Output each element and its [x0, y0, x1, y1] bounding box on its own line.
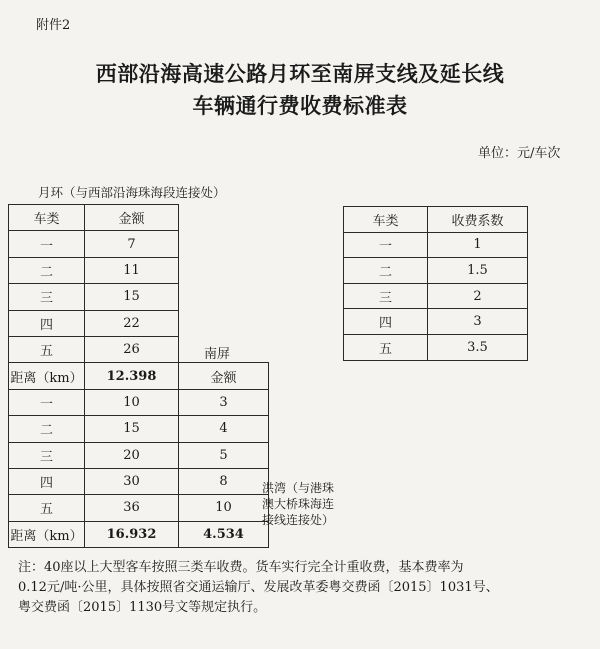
section-label-yuehuan: 月环（与西部沿海珠海段连接处） [38, 185, 226, 200]
hongwan-line: 洪湾（与港珠 [262, 481, 335, 495]
page-title-line-1: 西部沿海高速公路月环至南屏支线及延长线 [95, 62, 505, 86]
vehicle-type-cell: 四 [9, 468, 85, 494]
table-row [9, 495, 269, 521]
table-row [9, 416, 269, 442]
vehicle-type-cell: 三 [9, 442, 85, 468]
coefficient-cell: 3.5 [428, 334, 528, 360]
vehicle-type-cell: 一 [9, 231, 85, 257]
table-header-row [9, 205, 269, 231]
table-row [9, 389, 269, 415]
vehicle-type-cell: 五 [344, 334, 428, 360]
distance-total-value: 4.534 [179, 521, 269, 547]
table-header-row [344, 207, 528, 233]
header-vehicle-type: 车类 [9, 205, 85, 231]
toll-coefficient-table [343, 206, 528, 361]
coefficient-cell: 1 [428, 232, 528, 258]
vehicle-type-cell: 三 [344, 283, 428, 309]
footnote-line: 粤交费函〔2015〕1130号文等规定执行。 [18, 600, 267, 615]
vehicle-type-cell: 一 [9, 389, 85, 415]
distance-value: 12.398 [85, 363, 179, 389]
amount-cell: 26 [85, 336, 179, 362]
coefficient-cell: 3 [428, 309, 528, 335]
vehicle-type-cell: 一 [344, 232, 428, 258]
vehicle-type-cell: 五 [9, 336, 85, 362]
amount-cell: 15 [85, 416, 179, 442]
table-row [9, 284, 269, 310]
header-coefficient: 收费系数 [428, 207, 528, 233]
distance-label: 距离（km） [9, 521, 85, 547]
table-row [344, 232, 528, 258]
vehicle-type-cell: 三 [9, 284, 85, 310]
amount-cell: 15 [85, 284, 179, 310]
section-label-nanping: 南屏 [204, 347, 231, 362]
vehicle-type-cell: 四 [344, 309, 428, 335]
page-title-line-2: 车辆通行费收费标准表 [192, 94, 408, 118]
amount-cell: 7 [85, 231, 179, 257]
nanping-header-amount: 金额 [179, 363, 269, 389]
amount-cell: 5 [179, 442, 269, 468]
unit-label: 单位：元/车次 [478, 146, 561, 161]
amount-cell: 3 [179, 389, 269, 415]
vehicle-type-cell: 四 [9, 310, 85, 336]
footnote-line: 0.12元/吨·公里，具体按照省交通运输厅、发展改革委粤交费函〔2015〕1031号、 [18, 580, 499, 595]
vehicle-type-cell: 五 [9, 495, 85, 521]
amount-cell: 8 [179, 468, 269, 494]
toll-amount-table [8, 204, 269, 548]
distance-row [9, 363, 269, 389]
section-label-hongwan [262, 480, 334, 528]
vehicle-type-cell: 二 [344, 258, 428, 284]
amount-cell: 10 [85, 389, 179, 415]
table-row [9, 468, 269, 494]
table-row [9, 442, 269, 468]
amount-cell: 30 [85, 468, 179, 494]
footnote [18, 558, 588, 618]
hongwan-line: 接线连接处） [262, 513, 335, 527]
footnote-line: 注：40座以上大型客车按照三类车收费。货车实行完全计重收费，基本费率为 [18, 560, 464, 575]
coefficient-cell: 1.5 [428, 258, 528, 284]
amount-cell: 20 [85, 442, 179, 468]
table-row [9, 257, 269, 283]
table-row [344, 258, 528, 284]
hongwan-line: 澳大桥珠海连 [262, 497, 335, 511]
header-amount: 金额 [85, 205, 179, 231]
table-row [9, 231, 269, 257]
table-row [344, 283, 528, 309]
amount-cell: 11 [85, 257, 179, 283]
distance-label: 距离（km） [9, 363, 85, 389]
vehicle-type-cell: 二 [9, 257, 85, 283]
table-row [344, 309, 528, 335]
table-row [344, 334, 528, 360]
amount-cell: 4 [179, 416, 269, 442]
header-vehicle-type: 车类 [344, 207, 428, 233]
distance-row [9, 521, 269, 547]
coefficient-cell: 2 [428, 283, 528, 309]
amount-cell: 10 [179, 495, 269, 521]
table-row [9, 310, 269, 336]
vehicle-type-cell: 二 [9, 416, 85, 442]
amount-cell: 36 [85, 495, 179, 521]
distance-total-value: 16.932 [85, 521, 179, 547]
amount-cell: 22 [85, 310, 179, 336]
attachment-label: 附件2 [36, 18, 71, 33]
